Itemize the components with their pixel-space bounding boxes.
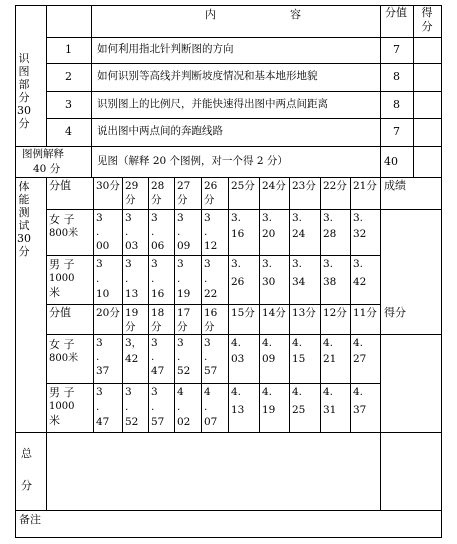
female-time-cell: 3 <box>204 212 211 224</box>
header-content-char-2: 容 <box>290 8 301 21</box>
female-time-cell: 20 <box>262 228 276 240</box>
score-cell: 24分 <box>262 180 286 192</box>
male-time-cell: . <box>204 273 208 285</box>
grid-line <box>15 510 442 511</box>
female-time-cell: . <box>151 351 155 363</box>
male-time-cell: 3. <box>262 258 273 270</box>
score-cell: 28分 <box>151 180 165 206</box>
row-content: 说出图中两点间的奔跑线路 <box>97 125 223 137</box>
male-time-cell: . <box>177 273 181 285</box>
grid-line <box>46 118 442 119</box>
male-time-cell: 4 <box>204 386 211 398</box>
row-number: 3 <box>65 97 72 111</box>
male-time-cell: 4. <box>292 386 303 398</box>
header-score-col: 分值 <box>385 6 407 19</box>
male-time-cell: 4. <box>262 386 273 398</box>
female-label-distance: 800米 <box>49 228 79 239</box>
male-time-cell: . <box>204 401 208 413</box>
grid-line <box>174 177 175 433</box>
male-time-cell: 57 <box>151 416 165 428</box>
male-time-cell: 3 <box>96 386 103 398</box>
grid-line <box>259 177 260 433</box>
grid-line <box>46 304 381 305</box>
male-time-cell: . <box>151 273 155 285</box>
female-time-cell: 4. <box>231 337 242 349</box>
grid-line <box>122 177 123 433</box>
grid-line <box>320 177 321 433</box>
score-cell: 29分 <box>125 180 139 206</box>
male-label-distance: 1000 <box>49 273 75 284</box>
female-time-cell: 00 <box>96 240 110 252</box>
female-time-cell: 3 <box>96 212 103 224</box>
score-cell: 15分 <box>231 307 255 319</box>
score-cell: 26分 <box>204 180 218 206</box>
male-label-distance: 1000 <box>49 401 75 412</box>
grid-line <box>148 177 149 433</box>
header-content-char-1: 内 <box>205 8 216 21</box>
header-got-col: 得分 <box>421 6 433 33</box>
female-time-cell: 09 <box>177 240 191 252</box>
female-time-cell: 4. <box>292 337 303 349</box>
female-time-cell: 3 <box>177 337 184 349</box>
row-score: 7 <box>393 43 400 56</box>
grid-line <box>380 5 381 178</box>
row-number: 2 <box>65 70 72 83</box>
male-time-cell: 4 <box>177 386 184 398</box>
score-cell: 22分 <box>323 180 347 192</box>
male-time-cell: . <box>125 273 129 285</box>
female-time-cell: . <box>204 226 208 238</box>
legend-description: 见图（解释 20 个图例，对一个得 2 分） <box>97 155 288 167</box>
grid-line <box>380 209 442 210</box>
male-time-cell: 16 <box>151 288 165 300</box>
male-time-cell: 3. <box>353 258 364 270</box>
male-time-cell: 3. <box>231 258 242 270</box>
female-time-cell: 37 <box>96 365 110 377</box>
legend-label-1: 图例解释 <box>22 148 64 160</box>
grid-line <box>15 146 442 147</box>
male-time-cell: 34 <box>292 276 306 288</box>
male-time-cell: 52 <box>125 416 139 428</box>
male-time-cell: 13 <box>125 288 139 300</box>
male-time-cell: 22 <box>204 288 218 300</box>
male-time-cell: . <box>177 401 181 413</box>
female-time-cell: 3. <box>262 212 273 224</box>
female-time-cell: 4. <box>353 337 364 349</box>
male-time-cell: 37 <box>353 404 367 416</box>
row-content: 识别图上的比例尺，并能快速得出图中两点间距离 <box>97 97 328 110</box>
grid-line <box>46 255 381 256</box>
score-cell: 23分 <box>292 180 316 192</box>
male-time-cell: 42 <box>353 276 367 288</box>
male-label: 男 子 <box>49 386 75 399</box>
male-time-cell: 31 <box>323 404 337 416</box>
female-time-cell: . <box>151 226 155 238</box>
grid-line <box>350 177 351 433</box>
female-time-cell: 3. <box>323 212 334 224</box>
male-time-cell: 07 <box>204 416 218 428</box>
grid-line <box>46 383 381 384</box>
female-time-cell: . <box>96 351 100 363</box>
female-label: 女 子 <box>49 213 75 226</box>
score-cell: 11分 <box>353 307 377 319</box>
male-time-cell: 3 <box>125 258 132 270</box>
grid-line <box>380 432 381 511</box>
male-time-cell: 3. <box>323 258 334 270</box>
male-label-unit: 米 <box>49 286 60 299</box>
grid-line <box>46 209 381 210</box>
male-time-cell: . <box>125 401 129 413</box>
male-time-cell: 26 <box>231 276 245 288</box>
score-cell: 21分 <box>353 180 377 192</box>
grid-line <box>201 177 202 433</box>
score-cell: 18分 <box>151 307 165 333</box>
grid-line <box>91 5 92 147</box>
female-time-cell: . <box>177 226 181 238</box>
grid-line <box>93 177 94 433</box>
male-time-cell: 3 <box>204 258 211 270</box>
grid-line <box>380 334 442 335</box>
female-time-cell: 52 <box>177 365 191 377</box>
male-time-cell: 19 <box>177 288 191 300</box>
female-time-cell: 09 <box>262 353 276 365</box>
male-label-unit: 米 <box>49 414 60 427</box>
male-time-cell: 10 <box>96 288 110 300</box>
grid-line <box>46 334 381 335</box>
male-time-cell: 4. <box>353 386 364 398</box>
female-time-cell: 3 <box>204 337 211 349</box>
grid-line <box>380 177 381 433</box>
score-cell: 12分 <box>323 307 347 319</box>
female-time-cell: 21 <box>323 353 337 365</box>
score-cell: 20分 <box>96 307 120 319</box>
grid-line <box>91 146 92 178</box>
male-time-cell: 3 <box>96 258 103 270</box>
female-time-cell: . <box>96 226 100 238</box>
grid-line <box>46 63 442 64</box>
female-time-cell: 03 <box>231 353 245 365</box>
row-score: 7 <box>393 125 400 138</box>
total-label-char-2: 分 <box>21 479 32 492</box>
score-row-label: 分值 <box>49 306 71 319</box>
male-time-cell: 02 <box>177 416 191 428</box>
female-time-cell: 3. <box>292 212 303 224</box>
row-number: 4 <box>65 125 72 138</box>
legend-score: 40 <box>384 155 398 168</box>
total-label-char-1: 总 <box>21 447 32 460</box>
score-cell: 25分 <box>231 180 255 192</box>
female-time-cell: 47 <box>151 365 165 377</box>
table-right-border <box>441 5 442 538</box>
female-time-cell: 3. <box>231 212 242 224</box>
female-label: 女 子 <box>49 338 75 351</box>
male-time-cell: 30 <box>262 276 276 288</box>
male-time-cell: 3 <box>151 386 158 398</box>
score-cell: 16分 <box>204 307 218 333</box>
female-time-cell: . <box>125 226 129 238</box>
male-time-cell: . <box>96 401 100 413</box>
male-time-cell: 4. <box>323 386 334 398</box>
right-col-label: 得分 <box>384 306 406 319</box>
section-identify-label: 识图部分30分 <box>17 52 31 130</box>
male-time-cell: 47 <box>96 416 110 428</box>
grid-line <box>289 177 290 433</box>
legend-label-2: 40 分 <box>33 163 61 175</box>
male-time-cell: 13 <box>231 404 245 416</box>
female-time-cell: 3 <box>177 212 184 224</box>
female-time-cell: 16 <box>231 228 245 240</box>
grid-line <box>228 177 229 433</box>
grid-line <box>413 5 414 178</box>
section-fitness-label: 体能测试30分 <box>17 180 31 258</box>
female-time-cell: 03 <box>125 240 139 252</box>
score-row-label: 分值 <box>49 179 71 192</box>
row-number: 1 <box>65 43 72 56</box>
row-content: 如何识别等高线并判断坡度情况和基本地形地貌 <box>97 70 318 82</box>
male-time-cell: 3 <box>177 258 184 270</box>
male-time-cell: 38 <box>323 276 337 288</box>
female-time-cell: 12 <box>204 240 218 252</box>
male-time-cell: . <box>151 401 155 413</box>
female-time-cell: 3 <box>151 337 158 349</box>
score-cell: 30分 <box>96 180 120 192</box>
male-time-cell: 19 <box>262 404 276 416</box>
row-score: 8 <box>393 97 400 111</box>
female-time-cell: 3. <box>353 212 364 224</box>
male-time-cell: 4. <box>231 386 242 398</box>
right-col-label: 成绩 <box>384 179 406 192</box>
female-time-cell: 15 <box>292 353 306 365</box>
table-bottom-border <box>15 537 442 538</box>
row-content: 如何利用指北针判断图的方向 <box>97 43 234 55</box>
female-time-cell: 3 <box>151 212 158 224</box>
female-time-cell: 3 <box>96 337 103 349</box>
male-time-cell: 3. <box>292 258 303 270</box>
female-time-cell: 3， <box>125 337 143 349</box>
table-top-border <box>15 5 442 6</box>
score-cell: 14分 <box>262 307 286 319</box>
row-score: 8 <box>393 70 400 83</box>
female-time-cell: 42 <box>125 353 139 365</box>
female-time-cell: . <box>204 351 208 363</box>
score-cell: 13分 <box>292 307 316 319</box>
grid-line <box>46 91 442 92</box>
male-time-cell: . <box>96 273 100 285</box>
score-cell: 17分 <box>177 307 191 333</box>
score-cell: 19分 <box>125 307 139 333</box>
remarks-label: 备注 <box>19 513 41 526</box>
male-time-cell: 3 <box>151 258 158 270</box>
female-time-cell: 4. <box>262 337 273 349</box>
female-time-cell: 28 <box>323 228 337 240</box>
male-label: 男 子 <box>49 258 75 271</box>
female-time-cell: 24 <box>292 228 306 240</box>
grid-line <box>46 177 47 511</box>
female-time-cell: 4. <box>323 337 334 349</box>
grid-line <box>46 37 442 38</box>
female-time-cell: . <box>177 351 181 363</box>
male-time-cell: 25 <box>292 404 306 416</box>
female-label-distance: 800米 <box>49 353 79 364</box>
female-time-cell: 06 <box>151 240 165 252</box>
score-cell: 27分 <box>177 180 191 206</box>
female-time-cell: 3 <box>125 212 132 224</box>
female-time-cell: 32 <box>353 228 367 240</box>
male-time-cell: 3 <box>125 386 132 398</box>
table-left-border <box>15 5 16 538</box>
female-time-cell: 27 <box>353 353 367 365</box>
female-time-cell: 57 <box>204 365 218 377</box>
